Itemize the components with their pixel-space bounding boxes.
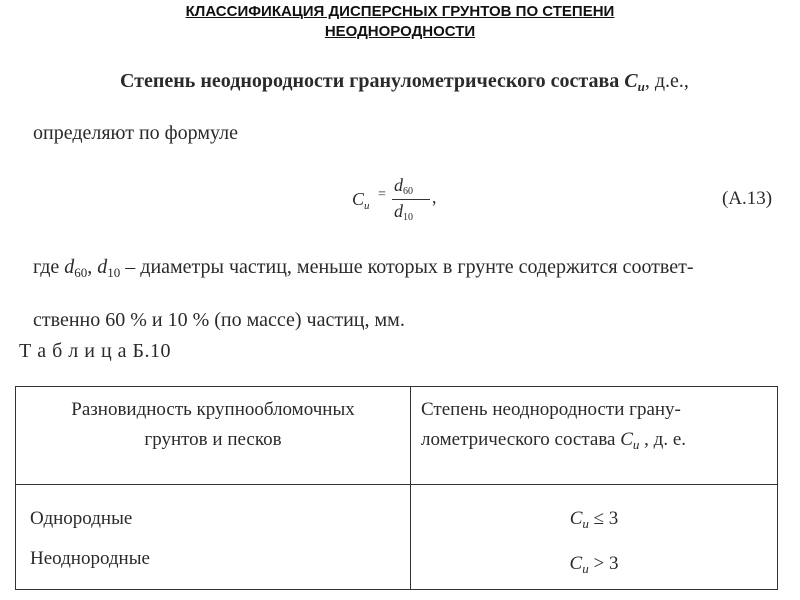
table-body-row [16,485,778,590]
title-line-1: КЛАССИФИКАЦИЯ ДИСПЕРСНЫХ ГРУНТОВ ПО СТЕПЕНИ [185,3,615,20]
formula-lhs: $C_u$ [352,189,370,212]
condition-heterogeneous: $C_u > 3$ [569,553,619,576]
equation-number: (А.13) [722,188,773,209]
body-cell-kinds [16,485,411,590]
formula-equals: = [378,187,386,202]
intro-text: Степень неоднородности гранулометрического состава [120,70,625,92]
intro-symbol: C [624,70,638,92]
intro-unit: , д.е., [644,70,689,92]
explanation-line-1: где $d_{60}$, $d_{10}$ – диаметры частиц, меньше которых в грунте содержится соответ- [33,256,694,280]
header-cell-degree: Степень неоднородности грану- лометрического состава $C_u$ , д. е. [411,387,778,485]
title-line-2: НЕОДНОРОДНОСТИ [324,23,476,40]
formula-denominator: d10 [394,201,413,223]
formula-lead: определяют по формуле [33,122,238,144]
body-cell-conditions [411,485,778,590]
classification-table [15,386,778,590]
explanation-line-2: ственно 60 % и 10 % (по массе) частиц, мм. [33,309,405,331]
table-header-row [16,387,778,485]
table-row-heterogeneous: Неоднородные [30,548,150,569]
formula-comma: , [432,187,437,207]
table-row-homogeneous: Однородные [30,508,133,529]
table-caption: Т а б л и ц а Б.10 [19,340,172,362]
formula [352,175,442,225]
intro-symbol-sub: u [637,79,645,94]
formula-numerator: d60 [394,175,413,197]
page-title [0,2,800,42]
header-cell-kind: Разновидность крупнообломочных грунтов и песков [16,387,411,485]
condition-homogeneous: $C_u \le 3$ [569,508,619,531]
intro-line [120,70,689,95]
fraction-bar [392,199,430,200]
